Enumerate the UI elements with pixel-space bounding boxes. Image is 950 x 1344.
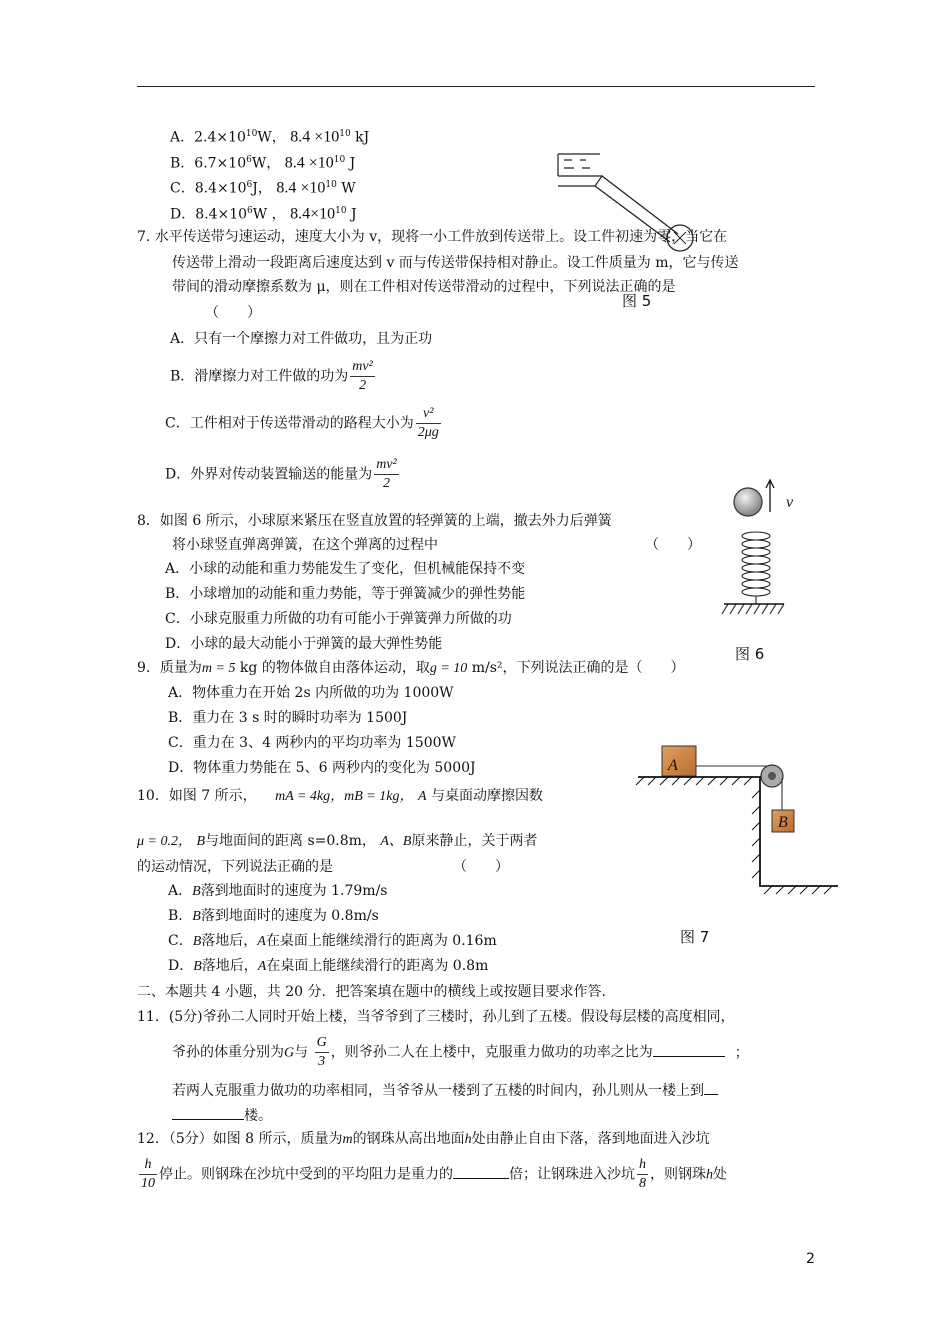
q6-option-a: A．$2.4\times 10^{10}W$， $8.4 \times 10^{10}$ kJ: [170, 128, 370, 146]
q12-answer-blank[interactable]: [453, 1178, 509, 1179]
q11-line3: 若两人克服重力做功的功率相同，当爷爷从一楼到了五楼的时间内，孙儿则从一楼上到: [172, 1080, 718, 1102]
q10-line3: 的运动情况，下列说法正确的是: [137, 859, 333, 875]
q7-option-c: C．工件相对于传送带滑动的路程大小为 $\frac{\text{v²}}{2\mu g}$: [165, 406, 439, 440]
page-number: 2: [806, 1251, 815, 1267]
figure-6-spring-ball: [720, 478, 820, 623]
q10-option-d: D．B落地后，A在桌面上能继续滑行的距离为 0.8m: [168, 958, 489, 974]
q9-option-c: C．重力在 3、4 两秒内的平均功率为 1500W: [168, 735, 456, 751]
figure-7-label: 图 7: [680, 928, 710, 946]
q7-line1: 7. 水平传送带匀速运动，速度大小为 v，现将一小工件放到传送带上。设工件初速为零，当它在: [137, 229, 728, 245]
figure-7-pulley-system: [632, 740, 842, 895]
q8-answer-paren: （ ）: [645, 537, 701, 553]
q10-option-a: A．B落到地面时的速度为 1.79m/s: [168, 883, 388, 899]
q10-option-c: C．B落地后，A在桌面上能继续滑行的距离为 0.16m: [168, 933, 497, 949]
q8-option-a: A．小球的动能和重力势能发生了变化，但机械能保持不变: [165, 561, 526, 577]
q7-answer-paren: （ ）: [205, 305, 261, 321]
q10-option-b: B．B落到地面时的速度为 0.8m/s: [168, 908, 379, 924]
q10-line2: μ = 0.2， B与地面间的距离 s=0.8m， A、B原来静止，关于两者: [137, 833, 538, 849]
q10-line1: 10．如图 7 所示， mA = 4kg，mB = 1kg， A 与桌面动摩擦因数: [137, 788, 543, 804]
q8-option-b: B．小球增加的动能和重力势能，等于弹簧减少的弹性势能: [165, 586, 526, 602]
figure-7-block-a-label: A: [668, 757, 678, 774]
q11-answer-blank-1[interactable]: [653, 1056, 725, 1057]
q7-option-d: D．外界对传动装置输送的能量为 $\frac{\text{mv²}}{2}$: [165, 457, 397, 491]
q6-option-c: C．$8.4\times 10^6J$， $8.4 \times 10^{10}$ W: [170, 179, 356, 197]
figure-5-label: 图 5: [622, 292, 652, 310]
q11-answer-blank-2[interactable]: [172, 1119, 244, 1120]
q8-line1: 8．如图 6 所示，小球原来紧压在竖直放置的轻弹簧的上端，撤去外力后弹簧: [137, 513, 612, 529]
q7-line2: 传送带上滑动一段距离后速度达到 v 而与传送带保持相对静止。设工件质量为 m，它与传送: [172, 255, 739, 271]
q7-option-b: B．滑摩擦力对工件做的功为 $\frac{\text{mv²}}{2}$: [170, 359, 373, 393]
header-rule: [137, 86, 815, 87]
q7-line3: 带间的滑动摩擦系数为 μ，则在工件相对传送带滑动的过程中，下列说法正确的是: [172, 279, 676, 295]
figure-7-block-b-label: B: [778, 814, 788, 831]
q9-option-a: A．物体重力在开始 2s 内所做的功为 1000W: [168, 685, 454, 701]
q8-option-c: C．小球克服重力所做的功有可能小于弹簧弹力所做的功: [165, 611, 512, 627]
section-2-heading: 二、本题共 4 小题，共 20 分．把答案填在题中的横线上或按题目要求作答．: [137, 984, 616, 1000]
q9-line1: 9．质量为m = 5 kg 的物体做自由落体运动，取g = 10 m/s²，下列说法正确的是（ ）: [137, 660, 685, 676]
figure-6-velocity-label: v: [786, 494, 794, 511]
figure-6-label: 图 6: [735, 645, 765, 663]
q8-option-d: D．小球的最大动能小于弹簧的最大弹性势能: [165, 636, 443, 652]
q12-line2: $\frac{h}{10}$ 停止。则钢珠在沙坑中受到的平均阻力是重力的 倍；让钢珠进入沙坑 $\frac{h}{8}$ ，则钢珠h处: [141, 1157, 727, 1191]
q11-line4: 楼。: [172, 1105, 272, 1127]
q10-answer-paren: （ ）: [453, 859, 509, 875]
q12-line1: 12．（5分）如图 8 所示，质量为m的钢珠从高出地面h处由静止自由下落，落到地面进入沙坑: [137, 1131, 710, 1147]
q11-line1: 11．(5分)爷孙二人同时开始上楼，当爷爷到了三楼时，孙儿到了五楼。假设每层楼的高度相同，: [137, 1009, 735, 1025]
q7-option-a: A．只有一个摩擦力对工件做功，且为正功: [170, 331, 433, 347]
q6-option-b: B．$6.7\times 10^6W$， $8.4 \times 10^{10}$ J: [170, 154, 356, 172]
q11-line2: 爷孙的体重分别为G与 $\frac{G}{3}$ ，则爷孙二人在上楼中，克服重力做功的功率之比为 ；: [172, 1035, 749, 1069]
q9-option-b: B．重力在 3 s 时的瞬时功率为 1500J: [168, 710, 408, 726]
q8-line2: 将小球竖直弹离弹簧，在这个弹离的过程中: [172, 537, 438, 553]
q6-option-d: D．$8.4\times 10^6W$ ， $8.4\times 10^{10}$ J: [170, 205, 357, 223]
q9-option-d: D．物体重力势能在 5、6 两秒内的变化为 5000J: [168, 760, 476, 776]
